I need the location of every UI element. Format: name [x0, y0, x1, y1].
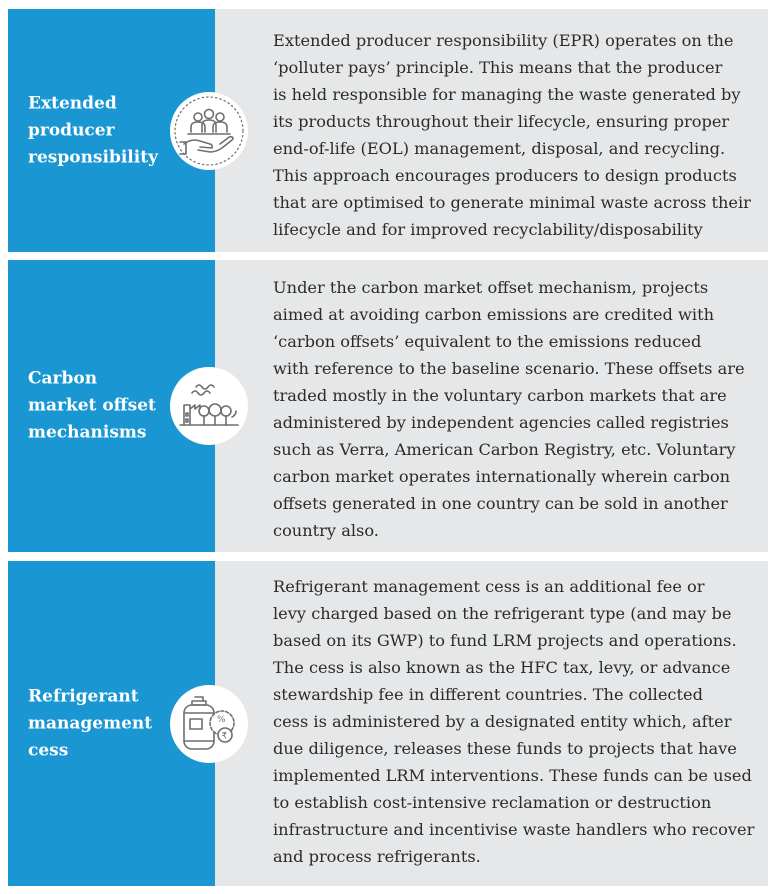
hand-holding-people-icon: [170, 92, 248, 170]
section-body: Under the carbon market offset mechanism, projects aimed at avoiding carbon emissions are credited with ‘carbon offsets’ equivalent to the emissions reduced with reference to the baseline scenario. These offsets are traded mostly in the voluntary carbon markets that are administered by independent agencies called registries such as Verra, American Carbon Registry, etc. Voluntary carbon market operates internationally wherein carbon offsets generated in one country can be sold in another country also.: [273, 278, 745, 540]
svg-text:%: %: [217, 714, 226, 725]
refrigerant-cylinder-rupee-icon: [170, 685, 248, 763]
section-body: Extended producer responsibility (EPR) operates on the ‘polluter pays’ principle. This means that the producer is held responsible for managing the waste generated by its products throughout their lifecycle, ensuring proper end-of-life (EOL) management, disposal, and recycling. This approach encourages producers to design products that are optimised to generate minimal waste across their lifecycle and for improved recyclability/disposability: [273, 31, 751, 239]
section-carbon-market: [8, 260, 768, 552]
section-epr: [8, 9, 768, 252]
section-title: Extended producer responsibility: [28, 93, 158, 167]
factory-trees-icon: [170, 367, 248, 445]
section-title: Carbon market offset mechanisms: [28, 368, 156, 443]
section-title: Refrigerant management cess: [28, 686, 153, 760]
section-body: Refrigerant management cess is an additional fee or levy charged based on the refrigerant type (and may be based on its GWP) to fund LRM projects and operations. The cess is also known as the HFC tax, levy, or advance stewardship fee in different countries. The collected cess is administered by a designated entity which, after due diligence, releases these funds to projects that have implemented LRM interventions. These funds can be used to establish cost-intensive reclamation or destruction infrastructure and incentivise waste handlers who recover and process refrigerants.: [273, 577, 755, 866]
section-refrigerant-cess: [8, 561, 768, 886]
svg-text:₹: ₹: [221, 731, 228, 741]
